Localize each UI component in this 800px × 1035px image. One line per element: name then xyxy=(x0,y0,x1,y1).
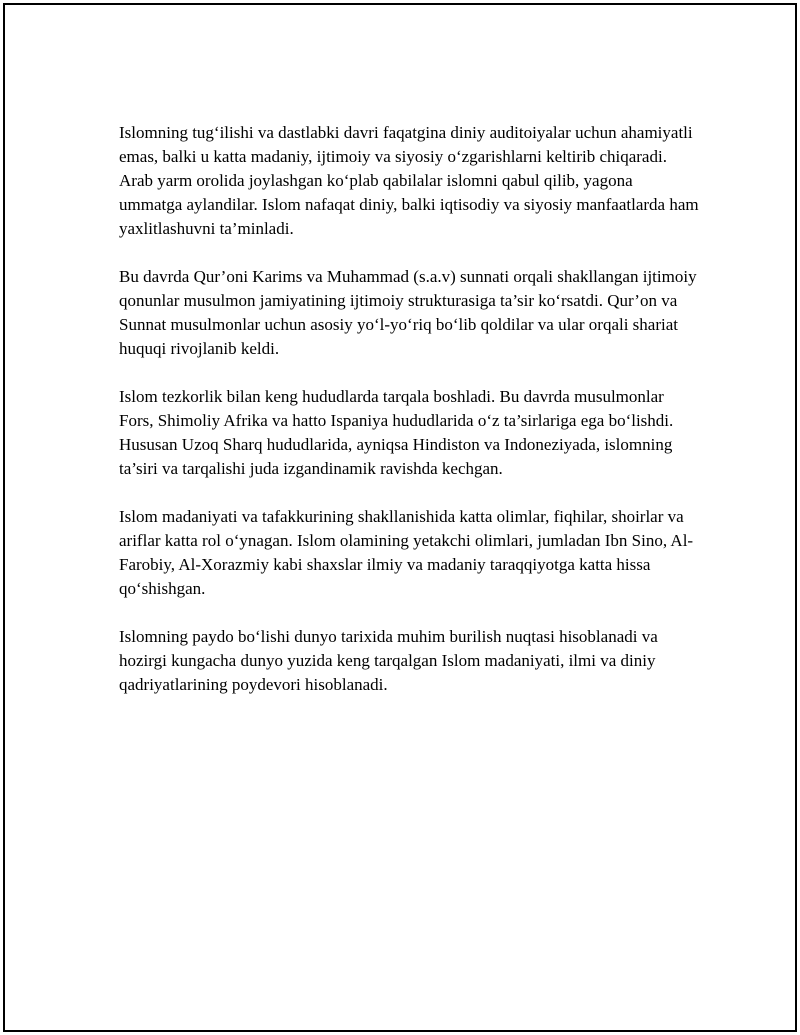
paragraph-3: Islom tezkorlik bilan keng hududlarda tarqala boshladi. Bu davrda musulmonlar Fors, Shimoliy Afrika va hatto Ispaniya hududlarida o‘z ta’sirlariga ega bo‘lishdi. Hususan Uzoq Sharq hududlarida, ayniqsa Hindiston va Indoneziyada, islomning ta’siri va tarqalishi juda izgandinamik ravishda kechgan. xyxy=(119,387,674,478)
paragraph-2: Bu davrda Qur’oni Karims va Muhammad (s.a.v) sunnati orqali shakllangan ijtimoiy qonunlar musulmon jamiyatining ijtimoiy strukturasiga ta’sir ko‘rsatdi. Qur’on va Sunnat musulmonlar uchun asosiy yo‘l-yo‘riq bo‘lib qoldilar va ular orqali shariat huquqi rivojlanib keldi. xyxy=(119,267,697,358)
document-body xyxy=(119,121,699,721)
paragraph-5: Islomning paydo bo‘lishi dunyo tarixida muhim burilish nuqtasi hisoblanadi va hozirgi kungacha dunyo yuzida keng tarqalgan Islom madaniyati, ilmi va diniy qadriyatlarining poydevori hisoblanadi. xyxy=(119,627,658,694)
paragraph-1: Islomning tug‘ilishi va dastlabki davri faqatgina diniy auditoiyalar uchun ahamiyatli emas, balki u katta madaniy, ijtimoiy va siyosiy o‘zgarishlarni keltirib chiqaradi. Arab yarm orolida joylashgan ko‘plab qabilalar islomni qabul qilib, yagona ummatga aylandilar. Islom nafaqat diniy, balki iqtisodiy va siyosiy manfaatlarda ham yaxlitlashuvni ta’minladi. xyxy=(119,123,699,238)
paragraph-4: Islom madaniyati va tafakkurining shakllanishida katta olimlar, fiqhilar, shoirlar va ariflar katta rol o‘ynagan. Islom olamining yetakchi olimlari, jumladan Ibn Sino, Al-Farobiy, Al-Xorazmiy kabi shaxslar ilmiy va madaniy taraqqiyotga katta hissa qo‘shishgan. xyxy=(119,507,694,598)
document-page xyxy=(3,3,797,1032)
